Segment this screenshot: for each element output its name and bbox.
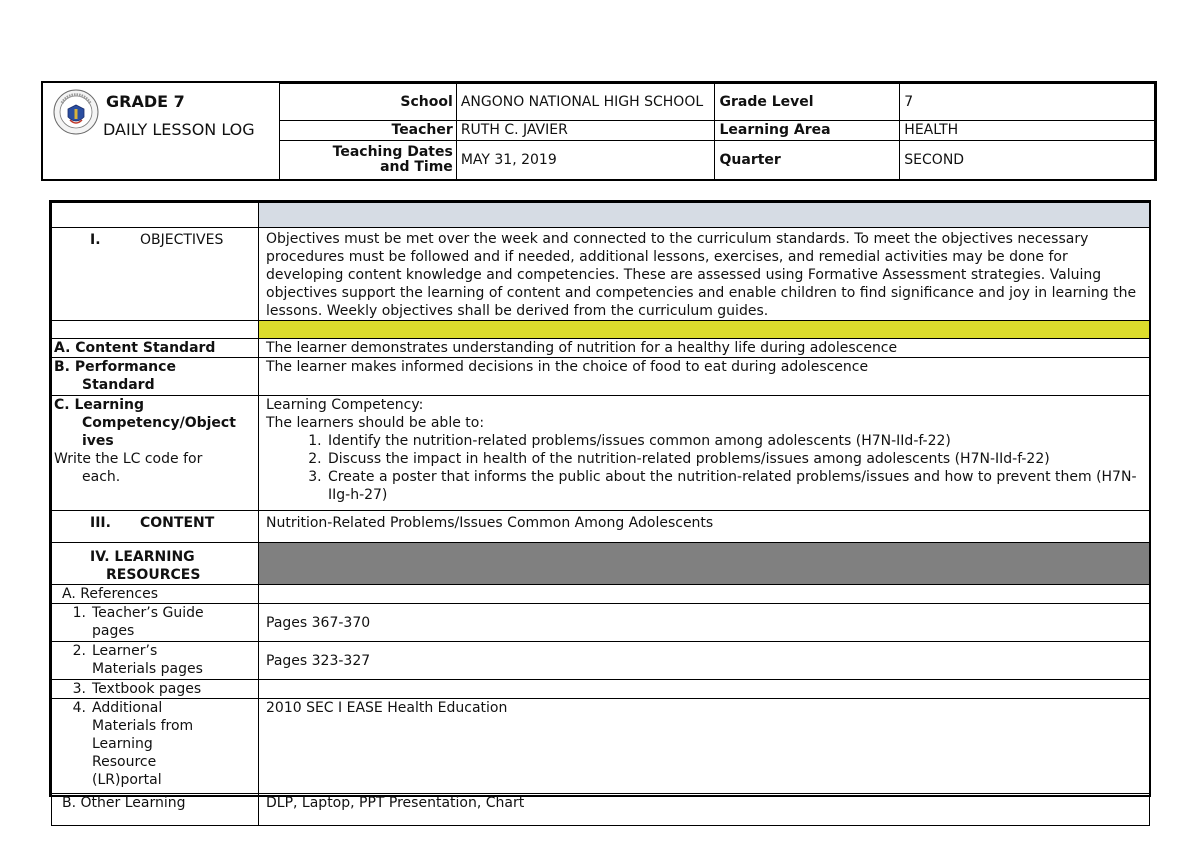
ref-label-line2: Materials from: [92, 718, 194, 734]
content-label-num: III.: [90, 515, 111, 531]
table-row: [52, 585, 1150, 604]
objectives-label-num: I.: [90, 232, 101, 248]
learning-competency-label: [52, 396, 259, 511]
learning-resources-label-line1: IV. LEARNING: [90, 549, 195, 565]
learning-resources-label: [52, 543, 259, 585]
table-row: [52, 699, 1150, 794]
content-standard-label: A. Content Standard: [52, 339, 259, 358]
header-info-table: [279, 83, 1155, 180]
performance-standard-label: [52, 358, 259, 396]
textbook-pages-value: [259, 680, 1150, 699]
content-label-cell: [52, 511, 259, 543]
lm-pages-label: [52, 642, 259, 680]
table-row: [52, 794, 1150, 826]
ref-label-line2: Materials pages: [92, 661, 203, 677]
list-item: 1. Identify the nutrition-related problems/issues common among adolescents (H7N-IId-f-22): [326, 432, 1149, 450]
school-value: ANGONO NATIONAL HIGH SCHOOL: [456, 84, 714, 121]
references-value: [259, 585, 1150, 604]
objectives-description: Objectives must be met over the week and connected to the curriculum standards. To meet the objectives necessary procedures must be followed and if needed, additional lessons, exercises, and remedial activities may be done for developing content knowledge and competencies. These are assessed using Formative Assessment strategies. Valuing objectives support the learning of content and competencies and enable children to find significance and joy in learning the lessons. Weekly objectives shall be derived from the curriculum guides.: [259, 228, 1150, 321]
ref-num: 1.: [72, 605, 86, 621]
daily-lesson-log-title: DAILY LESSON LOG: [103, 120, 255, 139]
ref-label-line4: Resource: [92, 754, 157, 770]
additional-materials-value: 2010 SEC I EASE Health Education: [259, 699, 1150, 794]
performance-standard-label-line2: Standard: [82, 377, 155, 393]
teaching-dates-label-line2: and Time: [380, 159, 453, 175]
dark-gray-cell: [259, 543, 1150, 585]
blank-cell: [52, 321, 259, 339]
lc-label-line2: Competency/Object: [82, 415, 236, 431]
ref-label-line1: Teacher’s Guide: [92, 605, 204, 621]
grade-level-value: 7: [900, 84, 1155, 121]
lc-list: [266, 432, 1149, 504]
ref-label-line1: Additional: [92, 700, 163, 716]
content-standard-value: The learner demonstrates understanding of nutrition for a healthy life during adolescence: [259, 339, 1150, 358]
other-learning-label: B. Other Learning: [52, 794, 259, 826]
ref-label-line1: Textbook pages: [92, 681, 202, 697]
teaching-dates-label: [280, 141, 457, 180]
yellow-bar: [259, 321, 1150, 339]
deped-seal-icon: [53, 89, 99, 135]
table-row: [52, 680, 1150, 699]
teacher-value: RUTH C. JAVIER: [456, 121, 714, 141]
lc-label-line4: Write the LC code for: [54, 451, 203, 467]
teacher-label: Teacher: [280, 121, 457, 141]
lc-heading: Learning Competency:: [266, 397, 424, 413]
lesson-log-table: [49, 200, 1151, 811]
lc-label-line5: each.: [82, 469, 121, 485]
textbook-pages-label: [52, 680, 259, 699]
ref-label-line5: (LR)portal: [92, 772, 162, 788]
learning-area-value: HEALTH: [900, 121, 1155, 141]
school-label: School: [280, 84, 457, 121]
table-row: [52, 339, 1150, 358]
ref-num: 4.: [72, 700, 86, 716]
performance-standard-label-line1: B. Performance: [54, 359, 176, 375]
ref-num: 3.: [72, 681, 86, 697]
learning-competency-value: [259, 396, 1150, 511]
table-row: [52, 358, 1150, 396]
ref-label-line2: pages: [92, 623, 135, 639]
learning-resources-label-line2: RESOURCES: [106, 567, 201, 583]
table-row: [52, 604, 1150, 642]
quarter-label: Quarter: [714, 141, 900, 180]
lc-label-line3: ives: [82, 433, 114, 449]
content-value: Nutrition-Related Problems/Issues Common Among Adolescents: [259, 511, 1150, 543]
content-label: CONTENT: [140, 515, 215, 531]
table-row: [52, 321, 1150, 339]
quarter-value: SECOND: [900, 141, 1155, 180]
ref-label-line1: Learner’s: [92, 643, 158, 659]
references-label: A. References: [52, 585, 259, 604]
list-item: 3. Create a poster that informs the public about the nutrition-related problems/issues and how to prevent them (H7N-IIg-h-27): [326, 468, 1149, 504]
table-row: [52, 228, 1150, 321]
header-block: [41, 81, 1157, 181]
blank-header-cell: [52, 203, 259, 228]
grade-level-label: Grade Level: [714, 84, 900, 121]
table-row: [52, 203, 1150, 228]
logo-cell: [43, 83, 279, 179]
objectives-label-cell: [52, 228, 259, 321]
table-row: [52, 511, 1150, 543]
lc-intro: The learners should be able to:: [266, 415, 485, 431]
tg-pages-label: [52, 604, 259, 642]
other-learning-value: DLP, Laptop, PPT Presentation, Chart: [259, 794, 1150, 826]
objectives-label: OBJECTIVES: [140, 232, 224, 248]
teaching-dates-value: MAY 31, 2019: [456, 141, 714, 180]
tg-pages-value: Pages 367-370: [259, 604, 1150, 642]
table-row: [52, 543, 1150, 585]
ref-num: 2.: [72, 643, 86, 659]
performance-standard-value: The learner makes informed decisions in the choice of food to eat during adolescence: [259, 358, 1150, 396]
ref-label-line3: Learning: [92, 736, 153, 752]
list-item: 2. Discuss the impact in health of the nutrition-related problems/issues among adolescents (H7N-IId-f-22): [326, 450, 1149, 468]
gray-header-cell: [259, 203, 1150, 228]
grade-title: GRADE 7: [106, 92, 185, 111]
lm-pages-value: Pages 323-327: [259, 642, 1150, 680]
table-row: [52, 642, 1150, 680]
teaching-dates-label-line1: Teaching Dates: [332, 144, 453, 160]
table-row: [52, 396, 1150, 511]
lc-label-line1: C. Learning: [54, 397, 144, 413]
learning-area-label: Learning Area: [714, 121, 900, 141]
additional-materials-label: [52, 699, 259, 794]
